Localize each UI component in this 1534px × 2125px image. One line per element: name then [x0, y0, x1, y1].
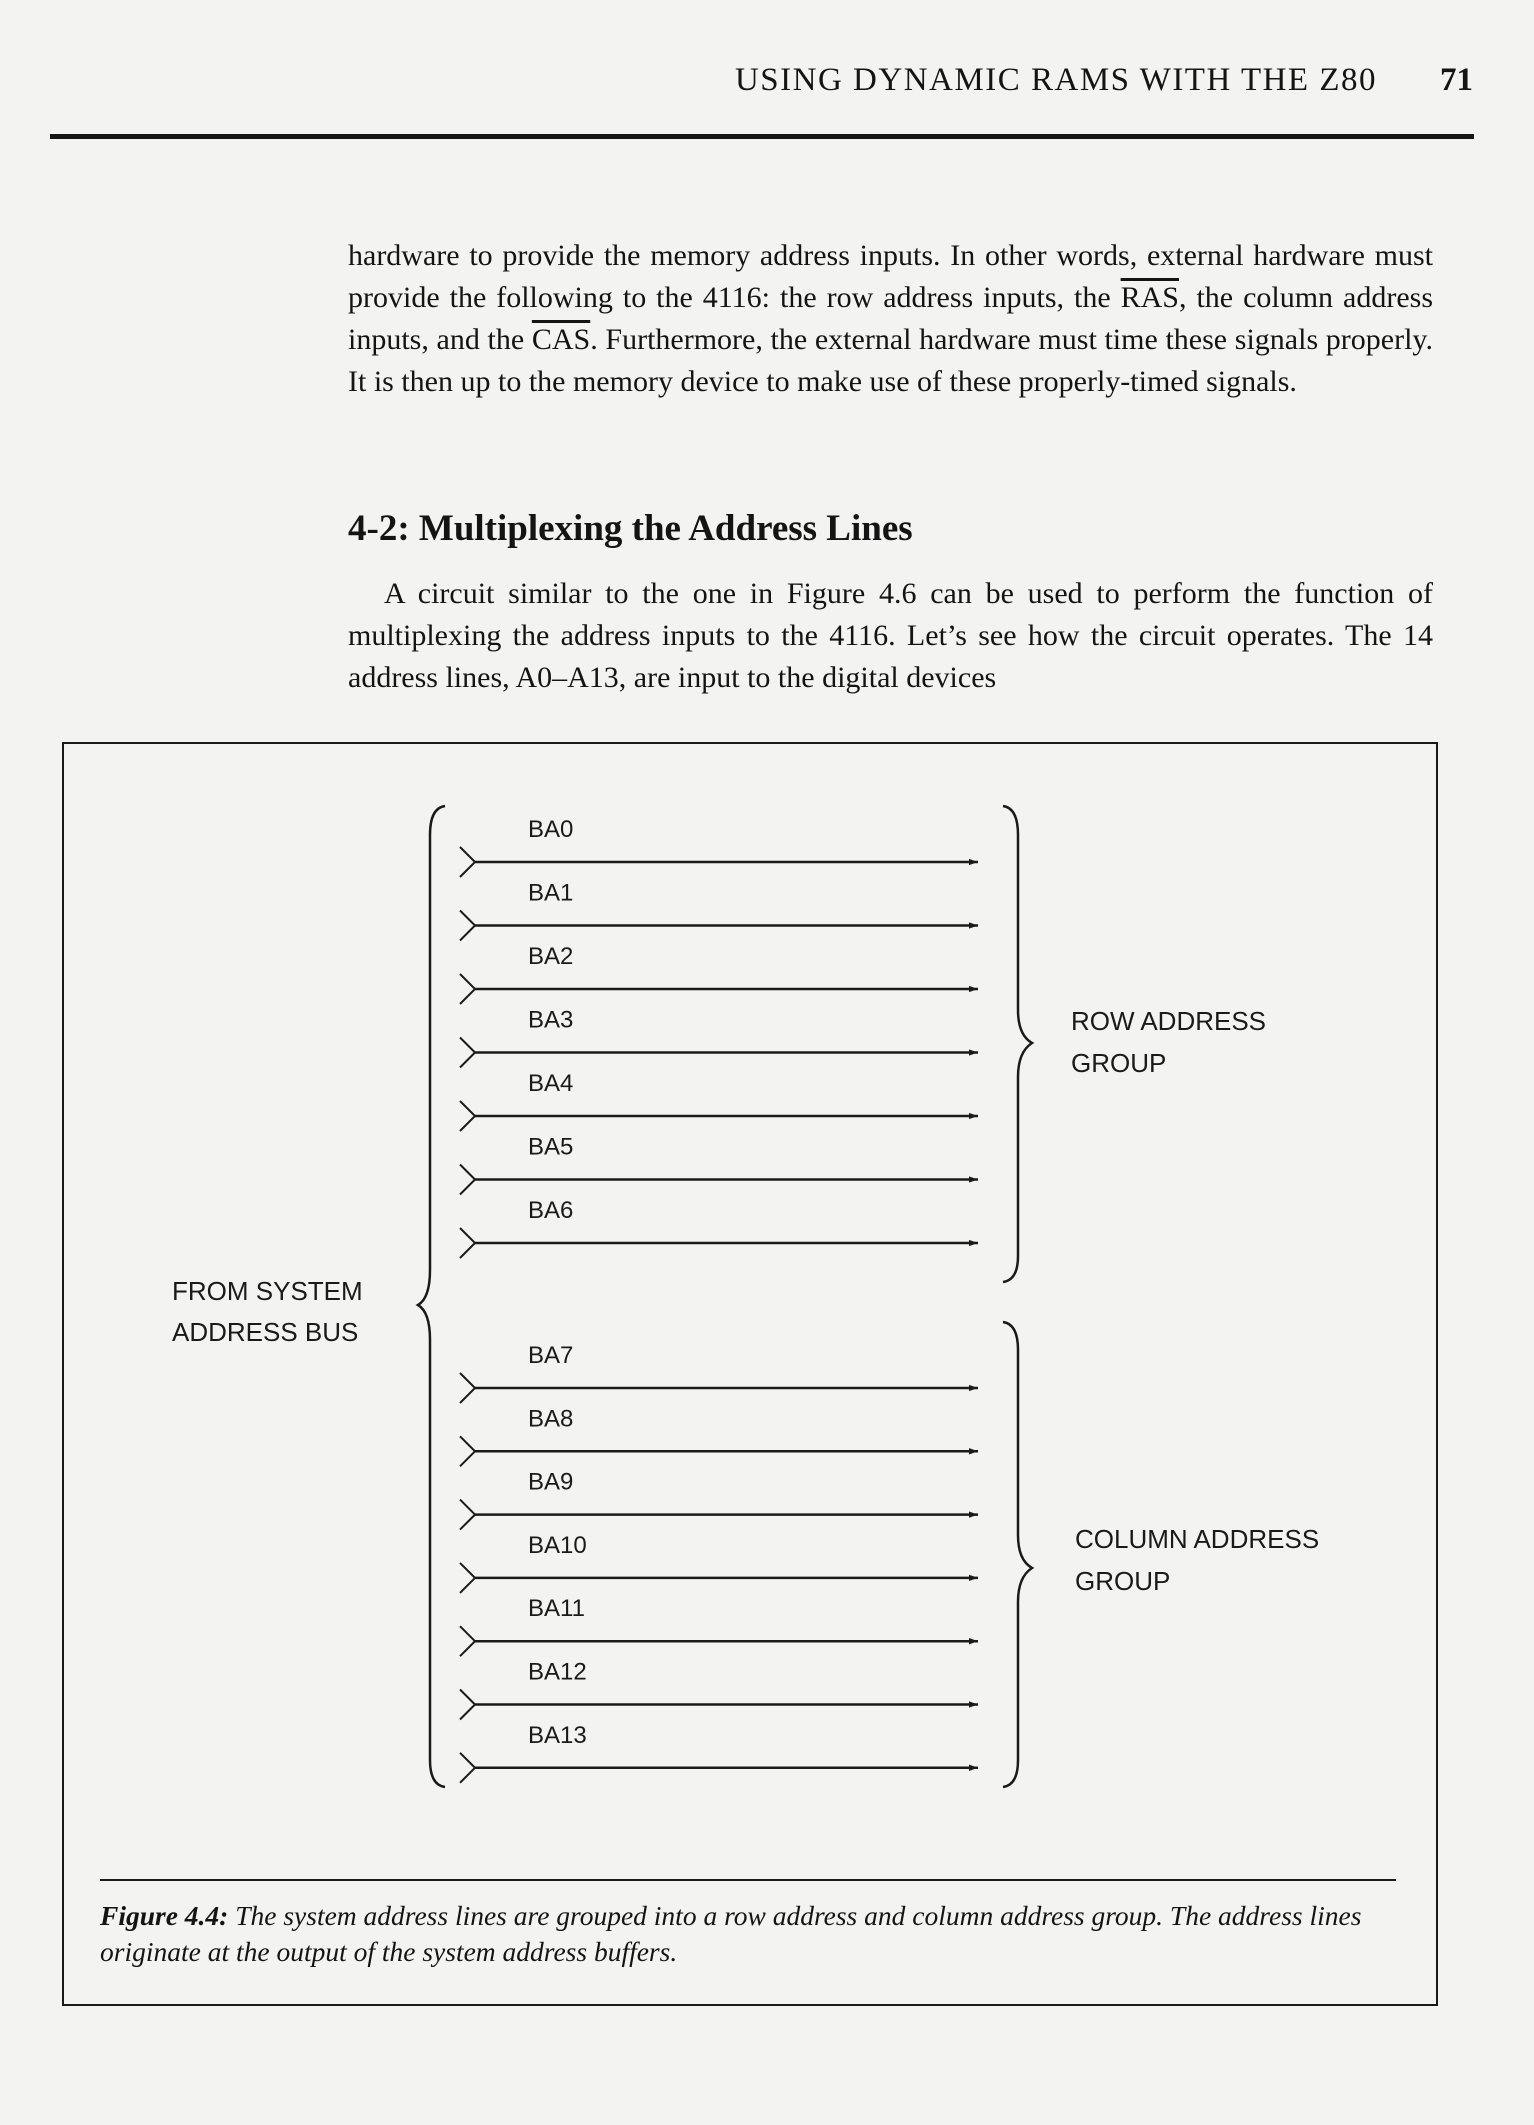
address-line-ba3 — [460, 1007, 978, 1068]
address-line-ba7 — [460, 1342, 978, 1403]
line-label: BA3 — [528, 1006, 574, 1034]
line-input-chevron — [460, 1500, 475, 1530]
address-line-ba1 — [460, 880, 978, 941]
line-label: BA5 — [528, 1133, 574, 1161]
line-label: BA8 — [528, 1405, 574, 1433]
address-line-ba9 — [460, 1469, 978, 1530]
section-heading: 4-2: Multiplexing the Address Lines — [348, 508, 913, 549]
address-line-ba10 — [460, 1532, 978, 1593]
column-group-brace — [1003, 1322, 1032, 1787]
address-lines — [460, 816, 978, 1783]
line-label: BA11 — [528, 1595, 585, 1623]
row-group-label-line-2: GROUP — [1071, 1048, 1167, 1078]
line-input-chevron — [460, 847, 475, 877]
line-input-chevron — [460, 1038, 475, 1068]
source-label-line-2: ADDRESS BUS — [172, 1317, 359, 1347]
line-input-chevron — [460, 1690, 475, 1720]
line-label: BA2 — [528, 943, 574, 970]
line-label: BA12 — [528, 1658, 587, 1686]
line-input-chevron — [460, 1436, 475, 1466]
cas-signal: $\overline{CAS}$ — [531, 323, 591, 356]
address-line-ba5 — [460, 1134, 978, 1195]
row-group-label-line-1: ROW ADDRESS — [1071, 1006, 1267, 1036]
caption-label: Figure 4.4: — [100, 1900, 229, 1931]
figure-caption — [100, 1898, 1410, 1970]
address-line-ba6 — [460, 1197, 978, 1258]
line-label: BA0 — [528, 816, 574, 843]
page-number: 71 — [1440, 62, 1473, 98]
intro-text-2: , the column address inputs, and the — [348, 281, 1434, 356]
intro-text-1: hardware to provide the memory address inputs. In other words, external hardware must provide the following to the 4116: the row address inputs, the — [348, 239, 1433, 314]
line-label: BA13 — [528, 1721, 587, 1749]
line-input-chevron — [460, 974, 475, 1004]
line-label: BA10 — [528, 1531, 587, 1559]
line-input-chevron — [460, 1626, 475, 1656]
ras-signal: $\overline{RAS}$ — [1120, 281, 1179, 314]
running-header-title: USING DYNAMIC RAMS WITH THE Z80 — [734, 62, 1377, 98]
address-line-ba4 — [460, 1070, 978, 1131]
column-group-label-line-2: GROUP — [1075, 1566, 1171, 1596]
line-label: BA6 — [528, 1197, 574, 1224]
address-line-ba0 — [460, 816, 978, 877]
address-line-ba8 — [460, 1405, 978, 1466]
line-label: BA9 — [528, 1468, 574, 1496]
line-input-chevron — [460, 1165, 475, 1195]
line-input-chevron — [460, 1228, 475, 1258]
section-paragraph: A circuit similar to the one in Figure 4.6 can be used to perform the function of multiplexing the address inputs to the 4116. Let’s see how the circuit operates. The 14 address lines, A0–A13, are input to the digital devices — [348, 577, 1433, 694]
line-label: BA7 — [528, 1342, 574, 1369]
address-line-ba12 — [460, 1659, 978, 1720]
intro-text-3: . Furthermore, the external hardware must time these signals properly. It is then up to the memory device to make use of these properly-timed signals. — [348, 323, 1433, 398]
column-group-label-line-1: COLUMN ADDRESS — [1075, 1524, 1320, 1554]
source-label-line-1: FROM SYSTEM — [172, 1276, 363, 1306]
line-input-chevron — [460, 1563, 475, 1593]
line-input-chevron — [460, 911, 475, 941]
address-line-ba2 — [460, 943, 978, 1004]
line-label: BA4 — [528, 1070, 574, 1097]
address-line-ba11 — [460, 1595, 978, 1656]
caption-text: The system address lines are grouped into a row address and column address group. The address lines originate at the output of the system address buffers. — [100, 1900, 1362, 1967]
line-input-chevron — [460, 1101, 475, 1131]
row-group-brace — [1003, 806, 1032, 1282]
address-line-ba13 — [460, 1722, 978, 1783]
line-label: BA1 — [528, 879, 574, 907]
line-input-chevron — [460, 1373, 475, 1403]
caption-rule — [100, 1879, 1396, 1881]
system-bus-brace — [418, 806, 445, 1787]
line-input-chevron — [460, 1753, 475, 1783]
